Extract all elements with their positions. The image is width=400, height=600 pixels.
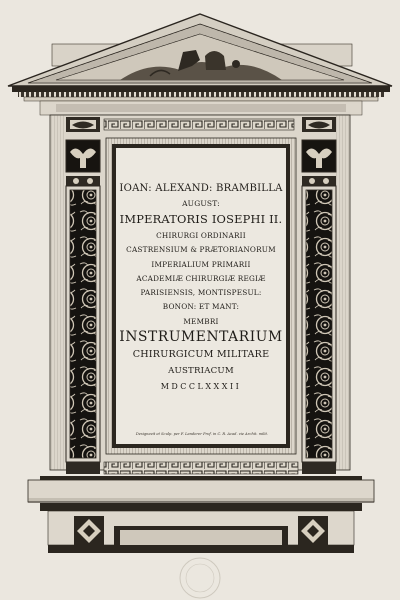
main-title: INSTRUMENTARIUM: [119, 329, 283, 346]
pediment: [8, 14, 392, 86]
diamond-left-icon: [74, 516, 104, 546]
title-line: CASTRENSIUM & PRÆTORIANORUM: [126, 245, 276, 255]
title-line: MEMBRI: [183, 316, 219, 326]
scroll-pilaster-left: [70, 190, 96, 458]
title-line: CHIRURGI ORDINARII: [156, 231, 246, 240]
subtitle: CHIRURGICUM MILITARE: [132, 348, 270, 360]
engraver-credit: Designavit et Sculp. per F. Landerer Prof. in C. R. Acad. vie Archit. milit.: [135, 432, 269, 436]
meander-frieze-top: [104, 119, 294, 130]
emperor-line: IMPERATORIS IOSEPHI II.: [119, 211, 283, 226]
base: [28, 476, 374, 553]
author-line: IOAN: ALEXAND: BRAMBILLA: [119, 183, 283, 194]
title-line: IMPERIALIUM PRIMARII: [151, 259, 251, 269]
library-stamp-icon: [180, 558, 220, 598]
diamond-right-icon: [298, 516, 328, 546]
title-line: ACADEMIÆ CHIRURGIÆ REGIÆ: [136, 273, 266, 283]
eagle-right-icon: [302, 140, 336, 172]
title-text-block: [118, 150, 284, 442]
subtitle-austriacum: AUSTRIACUM: [168, 366, 234, 377]
year-roman: MDCCLXXXII: [160, 382, 242, 392]
scroll-pilaster-right: [306, 190, 332, 458]
title-line: BONON: ET MANT:: [162, 302, 240, 312]
eagle-left-icon: [66, 140, 100, 172]
title-line: PARISIENSIS, MONTISPESUL:: [140, 288, 262, 298]
august-line: AUGUST:: [182, 199, 220, 209]
cornice: [12, 86, 390, 115]
meander-frieze-bottom: [104, 462, 298, 474]
